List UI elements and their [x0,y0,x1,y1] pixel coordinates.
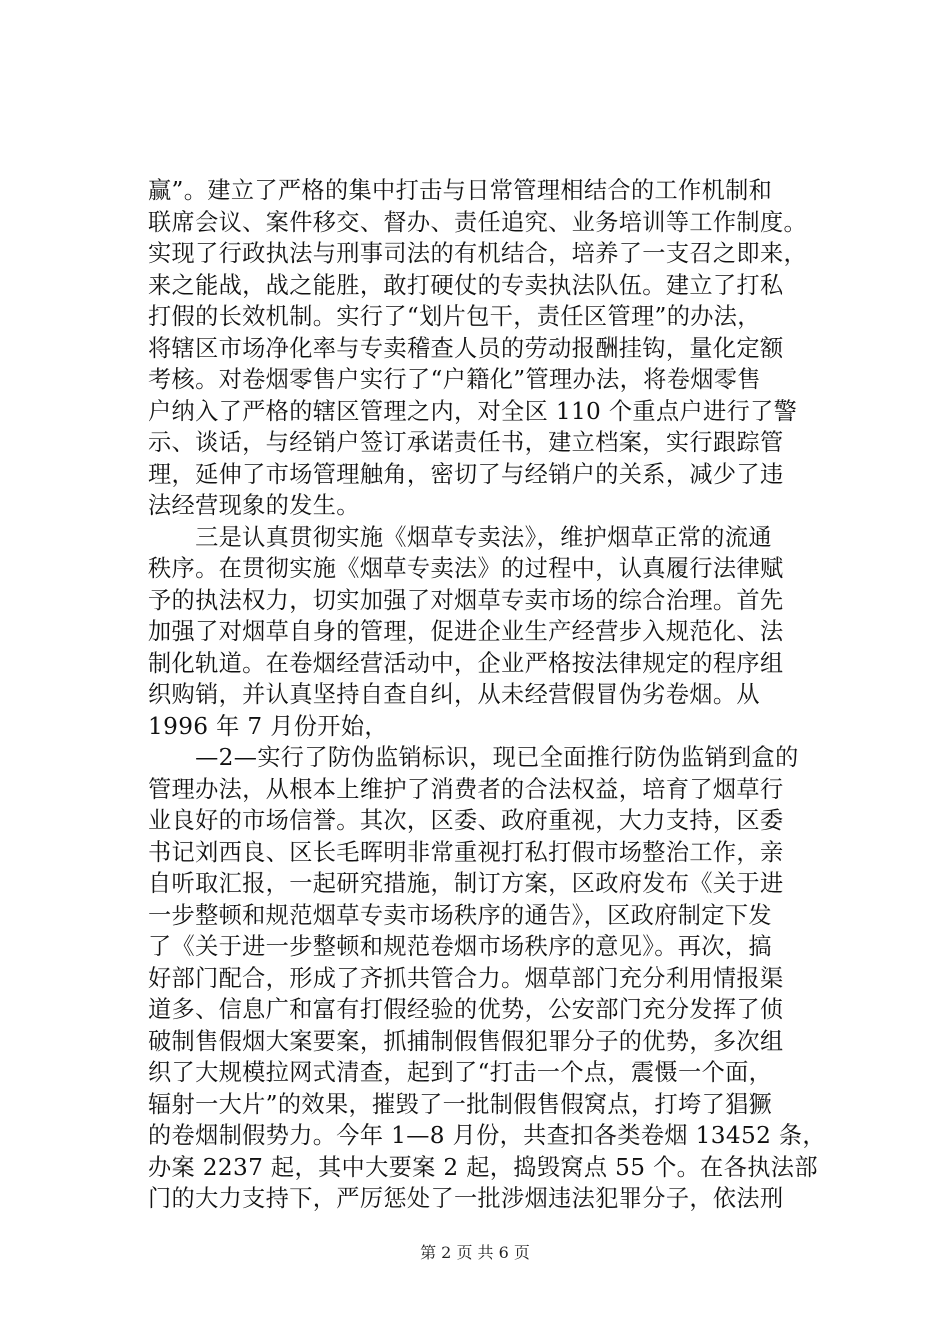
text-line: 辐射一大片”的效果，摧毁了一批制假售假窝点，打垮了猖獗 [148,1090,773,1118]
text-line: 好部门配合，形成了齐抓共管合力。烟草部门充分利用情报渠 [148,964,784,992]
text-line: 赢”。建立了严格的集中打击与日常管理相结合的工作机制和 [148,177,773,204]
body-text [148,175,838,1215]
page-footer: 第 2 页 共 6 页 [420,1243,530,1262]
text-line: 织购销，并认真坚持自查自纠，从未经营假冒伪劣卷烟。从 [148,681,760,708]
text-line: 业良好的市场信誉。其次，区委、政府重视，大力支持，区委 [148,807,784,834]
text-line: 示、谈话，与经销户签订承诺责任书，建立档案，实行跟踪管 [148,429,784,456]
text-line: 织了大规模拉网式清查，起到了“打击一个点，震慑一个面， [148,1059,773,1086]
text-line: 考核。对卷烟零售户实行了“户籍化”管理办法，将卷烟零售 [148,366,761,393]
text-line: 制化轨道。在卷烟经营活动中，企业严格按法律规定的程序组 [148,649,784,677]
text-line: 三是认真贯彻实施《烟草专卖法》，维护烟草正常的流通 [148,523,772,551]
text-line: 自听取汇报，一起研究措施，制订方案，区政府发布《关于进 [148,870,784,897]
text-line: 加强了对烟草自身的管理，促进企业生产经营步入规范化、法 [148,618,784,645]
text-line: 户纳入了严格的辖区管理之内，对全区 110 个重点户进行了警 [148,397,798,425]
text-line: 打假的长效机制。实行了“划片包干，责任区管理”的办法， [148,303,761,330]
text-line: 联席会议、案件移交、督办、责任追究、业务培训等工作制度。 [148,208,808,236]
text-line: 了《关于进一步整顿和规范卷烟市场秩序的意见》。再次，搞 [148,933,772,960]
text-line: 办案 2237 起，其中大要案 2 起，捣毁窝点 55 个。在各执法部 [148,1153,818,1181]
text-line: 书记刘西良、区长毛晖明非常重视打私打假市场整治工作，亲 [148,838,784,866]
text-line: 理，延伸了市场管理触角，密切了与经销户的关系，减少了违 [148,460,784,488]
text-line: 将辖区市场净化率与专卖稽查人员的劳动报酬挂钩，量化定额 [148,334,784,362]
text-line: 实现了行政执法与刑事司法的有机结合，培养了一支召之即来， [148,240,808,267]
text-line: 予的执法权力，切实加强了对烟草专卖市场的综合治理。首先 [148,586,784,614]
text-line: 管理办法，从根本上维护了消费者的合法权益，培育了烟草行 [148,775,784,803]
text-line: 一步整顿和规范烟草专卖市场秩序的通告》，区政府制定下发 [148,901,772,929]
text-line: 秩序。在贯彻实施《烟草专卖法》的过程中，认真履行法律赋 [148,555,784,582]
text-line: 的卷烟制假势力。今年 1—8 月份，共查扣各类卷烟 13452 条， [148,1122,826,1149]
text-line: 门的大力支持下，严厉惩处了一批涉烟违法犯罪分子，依法刑 [148,1185,784,1212]
text-line: 破制售假烟大案要案，抓捕制假售假犯罪分子的优势，多次组 [148,1027,784,1055]
text-line: 来之能战，战之能胜，敢打硬仗的专卖执法队伍。建立了打私 [148,271,784,299]
text-line: 1996 年 7 月份开始， [148,712,388,740]
text-line: 道多、信息广和富有打假经验的优势，公安部门充分发挥了侦 [148,996,784,1023]
text-line: —2—实行了防伪监销标识，现已全面推行防伪监销到盒的 [148,744,799,771]
text-line: 法经营现象的发生。 [148,492,360,519]
